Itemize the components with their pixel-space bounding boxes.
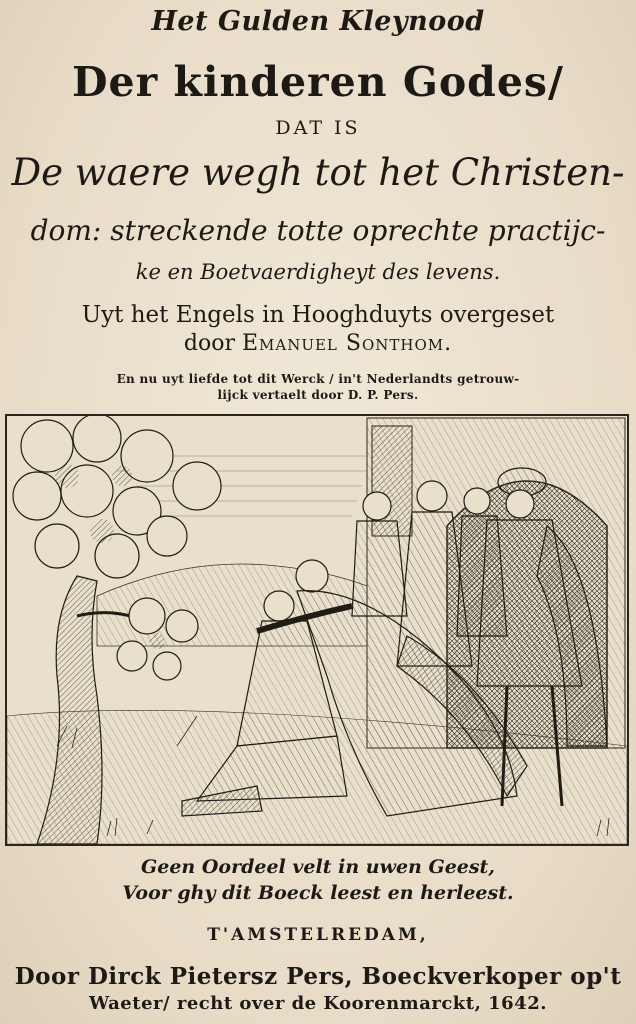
title-line-2: Der kinderen Godes/ — [71, 58, 564, 106]
title-line-1: Het Gulden Kleynood — [151, 6, 485, 37]
title-line-8 — [0, 333, 636, 355]
title-line-6: ke en Boetvaerdigheyt des levens. — [135, 260, 501, 284]
title-line-3: DAT IS — [275, 117, 361, 139]
engraving-drawing — [7, 416, 627, 844]
title-line-4: De waere wegh tot het Christen- — [11, 151, 625, 194]
title-line-5: dom: streckende totte oprechte practijc- — [30, 214, 606, 247]
title-line-9: En nu uyt liefde tot dit Werck / in't Nederlandts getrouw- — [116, 372, 520, 386]
title-line-10: lijck vertaelt door D. P. Pers. — [217, 388, 419, 402]
translator-name: Emanuel Sonthom. — [241, 331, 453, 356]
title-line-7: Uyt het Engels in Hooghduyts overgeset — [81, 302, 555, 328]
verse-line-1: Geen Oordeel velt in uwen Geest, — [141, 856, 495, 878]
imprint-line-1: Door Dirck Pietersz Pers, Boeckverkoper op't — [14, 963, 622, 990]
verse-line-2: Voor ghy dit Boeck leest en herleest. — [122, 882, 514, 904]
imprint-line-2: Waeter/ recht over de Koorenmarckt, 1642. — [88, 993, 547, 1014]
translator-prefix: door — [183, 331, 235, 356]
imprint-place: T'AMSTELREDAM, — [207, 925, 429, 945]
engraving-illustration — [5, 414, 629, 846]
